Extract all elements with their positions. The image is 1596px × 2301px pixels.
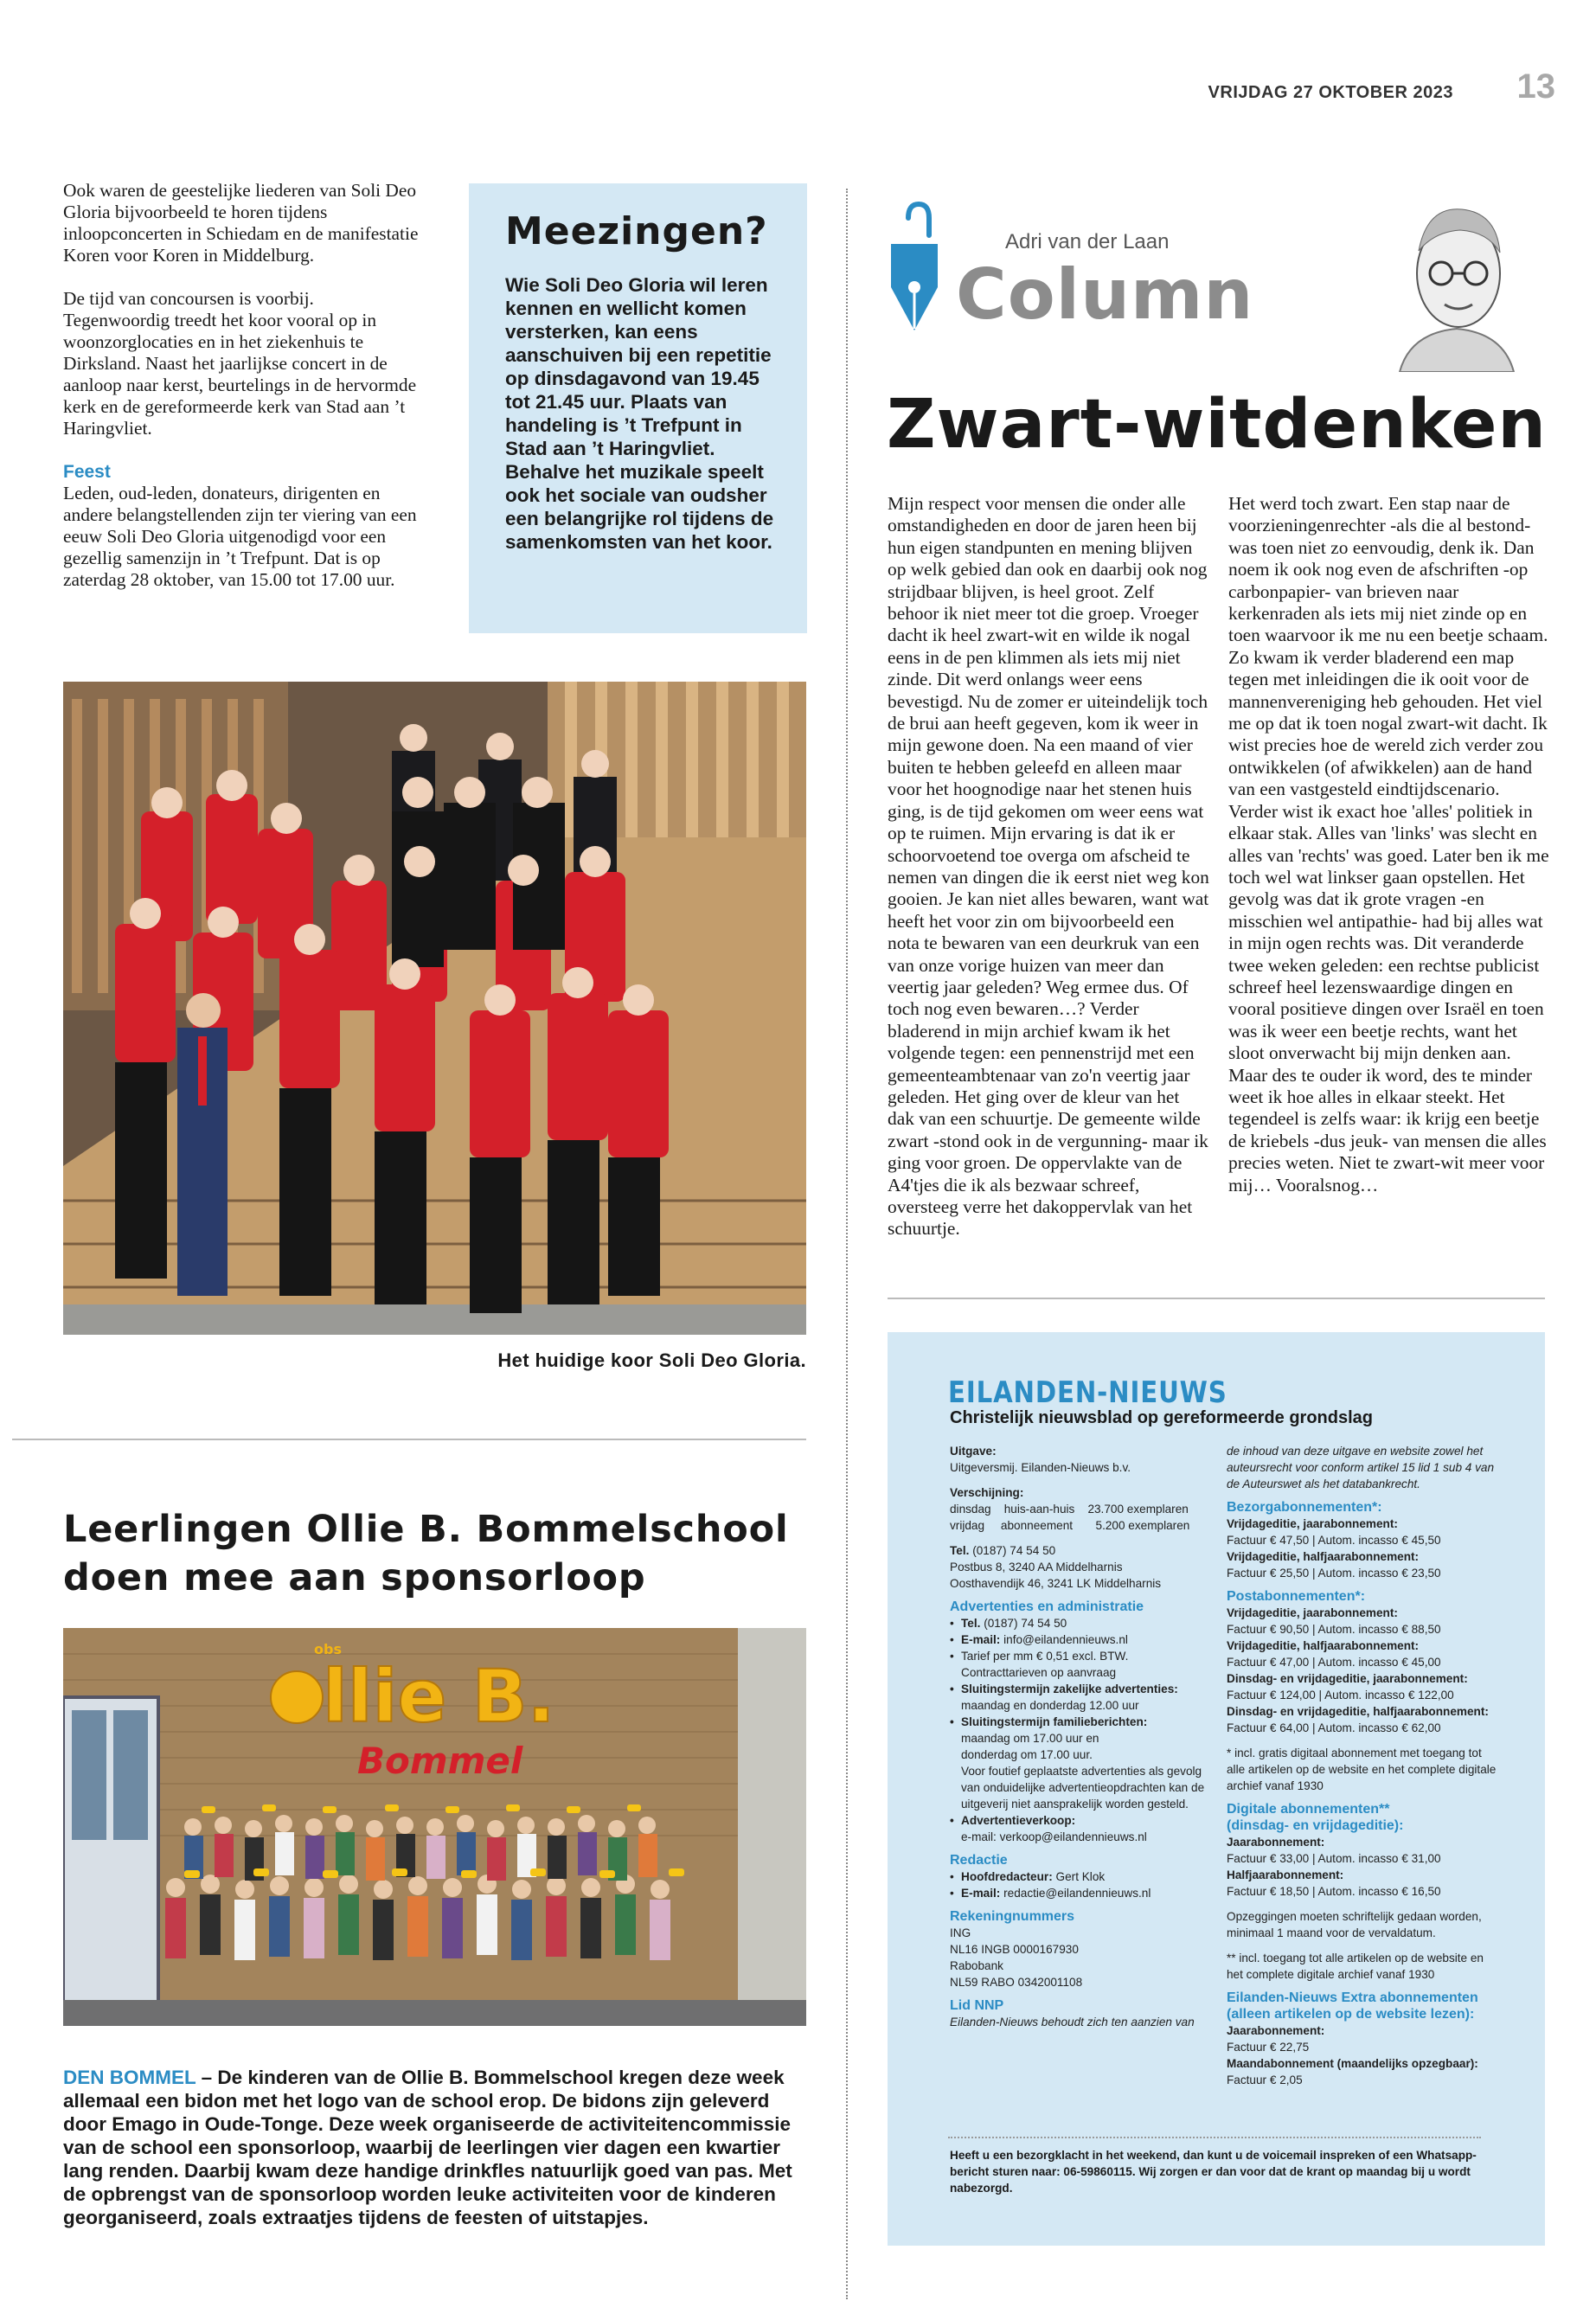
label: Hoofdredacteur: bbox=[961, 1870, 1053, 1883]
price: Factuur € 33,00 | Autom. incasso € 31,00 bbox=[1227, 1852, 1441, 1865]
colophon-divider bbox=[948, 2137, 1481, 2138]
label: Maandabonnement (maandelijks opzegbaar): bbox=[1227, 2057, 1478, 2070]
colophon-heading: Postabonnementen*: bbox=[1227, 1589, 1366, 1604]
author-portrait bbox=[1384, 190, 1529, 372]
sign-sub: Bommel bbox=[357, 1740, 523, 1782]
value: Uitgeversmij. Eilanden-Nieuws b.v. bbox=[950, 1461, 1131, 1474]
label: Tel. bbox=[950, 1544, 970, 1557]
colophon-heading: Bezorgabonnementen*: bbox=[1227, 1500, 1382, 1515]
value: maandag om 17.00 uur en bbox=[961, 1732, 1099, 1745]
price: Factuur € 47,00 | Autom. incasso € 45,00 bbox=[1227, 1656, 1441, 1669]
photo-caption: Het huidige koor Soli Deo Gloria. bbox=[497, 1349, 806, 1371]
section-divider bbox=[888, 1298, 1545, 1299]
price: Factuur € 64,00 | Autom. incasso € 62,00 bbox=[1227, 1721, 1441, 1734]
page-number: 13 bbox=[1516, 67, 1555, 106]
subheading-feest: Feest bbox=[63, 462, 111, 482]
column-label: Column bbox=[956, 254, 1254, 335]
paragraph: Ook waren de geestelijke liederen van Soli Deo Gloria bijvoorbeeld te horen tijdens inloopconcerten in Schiedam en de manifestatie Koren voor Koren in Middelburg. bbox=[63, 180, 419, 266]
info-box-title: Meezingen? bbox=[505, 209, 768, 253]
footnote: alle artikelen op de website en het complete digitale bbox=[1227, 1763, 1497, 1776]
footnote: archief vanaf 1930 bbox=[1227, 1779, 1324, 1792]
price: Factuur € 22,75 bbox=[1227, 2041, 1310, 2054]
label: E-mail: bbox=[961, 1887, 1001, 1900]
value: de Auteurswet als het databankrecht. bbox=[1227, 1477, 1420, 1490]
label: Jaarabonnement: bbox=[1227, 2024, 1325, 2037]
choir-photo-illustration bbox=[63, 682, 806, 1335]
phone-number: (0187) 74 54 50 bbox=[984, 1617, 1067, 1630]
value: van onduidelijke advertentieopdrachten kan de bbox=[961, 1781, 1205, 1794]
label: Tel. bbox=[961, 1617, 981, 1630]
address: Oosthavendijk 46, 3241 LK Middelharnis bbox=[950, 1577, 1162, 1590]
sign-top: obs bbox=[314, 1641, 342, 1657]
value: Rabobank bbox=[950, 1959, 1003, 1972]
label: • Sluitingstermijn familieberichten: bbox=[950, 1714, 1235, 1730]
label: Dinsdag- en vrijdageditie, jaarabonnement: bbox=[1227, 1672, 1468, 1685]
value: Gert Klok bbox=[1055, 1870, 1106, 1883]
colophon-heading: Rekeningnummers bbox=[950, 1909, 1075, 1924]
label: Dinsdag- en vrijdageditie, halfjaarabonnement: bbox=[1227, 1705, 1489, 1718]
info-box-text: Wie Soli Deo Gloria wil leren kennen en wellicht komen versterken, kan eens aanschuiven bij een repetitie op dinsdagavond van 19.45 tot 21.45 uur. Plaats van handeling is ’t Trefpunt in Stad aan ’t Haringvliet. Behalve het muzikale speelt ook het sociale van oudsher een belangrijke rol tijdens de samenkomsten van het koor. bbox=[505, 274, 774, 553]
value: NL16 INGB 0000167930 bbox=[950, 1943, 1079, 1956]
value: donderdag om 17.00 uur. bbox=[961, 1748, 1093, 1761]
value: Eilanden-Nieuws behoudt zich ten aanzien van bbox=[950, 2016, 1195, 2029]
label: Vrijdageditie, jaarabonnement: bbox=[1227, 1517, 1398, 1530]
colophon-heading: Advertenties en administratie bbox=[950, 1599, 1144, 1614]
price: Factuur € 25,50 | Autom. incasso € 23,50 bbox=[1227, 1567, 1441, 1580]
label: • Advertentieverkoop: bbox=[950, 1812, 1235, 1829]
section-divider bbox=[12, 1439, 806, 1440]
value: ING bbox=[950, 1926, 971, 1939]
value: minimaal 1 maand voor de vervaldatum. bbox=[1227, 1926, 1436, 1939]
colophon-heading: Redactie bbox=[950, 1853, 1008, 1868]
value: vrijdag abonneement 5.200 exemplaren bbox=[950, 1519, 1190, 1532]
label: • Sluitingstermijn zakelijke advertenties: bbox=[950, 1681, 1235, 1697]
issue-date: VRIJDAG 27 OKTOBER 2023 bbox=[1208, 83, 1453, 102]
value: NL59 RABO 0342001108 bbox=[950, 1976, 1083, 1989]
article-headline bbox=[63, 1505, 807, 1602]
column-text-left: Mijn respect voor mensen die onder alle omstandigheden en door de jaren heen bij hun eigen standpunten en mening blijven op welk gebied dan ook en daarbij ook nog strijdbaar blijven, is heel groot. Zelf behoor ik niet meer tot die groep. Vroeger dacht ik heel zwart-wit en wilde ik nogal eens in de pen klimmen als iets mij niet zinde. Dit werd onlangs weer eens bevestigd. Nu de zomer er uiteindelijk toch de brui aan heeft gegeven, kom ik weer in mijn gewone doen. Na een maand of vier buiten te hebben geleefd en alleen maar voor het hoognodige naar het stenen huis ging, is de tijd gekomen om weer eens wat op te ruimen. Mijn ervaring is dat ik er schoorvoetend toe overga om afscheid te nemen van dingen die ik eerst niet weg kon gooien. Je kan niet alles bewaren, want wat heeft het voor zin om bijvoorbeeld een nota te bewaren van een deurkruk van een van onze vorige huizen van meer dan veertig jaar geleden? Weg ermee dus. Of toch nog even bewaren…? Verder bladerend in mijn archief kwam ik het volgende tegen: een pennenstrijd met een gemeenteambtenaar van zo'n veertig jaar geleden. Het ging over de kleur van het dak van een schuurtje. De gemeente wilde zwart -stond ook in de vergunning- maar ik ging voor groen. De oppervlakte van de A4'tjes die ik als bezwaar schreef, oversteeg verre het dakoppervlak van het schuurtje. bbox=[888, 493, 1209, 1240]
headline-line-2: doen mee aan sponsorloop bbox=[63, 1556, 646, 1599]
newspaper-subtitle: Christelijk nieuwsblad op gereformeerde grondslag bbox=[950, 1408, 1373, 1427]
address: Postbus 8, 3240 AA Middelharnis bbox=[950, 1561, 1123, 1574]
label: Vrijdageditie, halfjaarabonnement: bbox=[1227, 1639, 1420, 1652]
sign-main: llie B. bbox=[323, 1654, 555, 1739]
colophon-heading: (alleen artikelen op de website lezen): bbox=[1227, 2007, 1475, 2022]
colophon-right bbox=[1227, 1443, 1512, 2088]
price: Factuur € 124,00 | Autom. incasso € 122,00 bbox=[1227, 1689, 1454, 1702]
colophon-left bbox=[950, 1443, 1235, 2030]
article-text: De kinderen van de Ollie B. Bommelschool kregen deze week allemaal een bidon met het logo van de school erop. De bidons zijn geleverd door Emago in Oude-Tonge. Deze week organiseerde de activiteitencommissie van de school een sponsorloop, waarbij de leerlingen vier dagen een kwartier lang renden. Daarbij kwam deze handige drinkfles natuurlijk goed van pas. Met de opbrengst van de sponsorloop worden leuke activiteiten voor de kinderen georganiseerd, zoals extraatjes tijdens de feesten of uitstapjes. bbox=[63, 2067, 792, 2228]
label: Halfjaarabonnement: bbox=[1227, 1868, 1344, 1881]
label: Vrijdageditie, halfjaarabonnement: bbox=[1227, 1550, 1420, 1563]
article-continuation bbox=[63, 180, 422, 612]
price: Factuur € 18,50 | Autom. incasso € 16,50 bbox=[1227, 1885, 1441, 1898]
footnote: het complete digitale archief vanaf 1930 bbox=[1227, 1968, 1435, 1981]
value: de inhoud van deze uitgave en website zowel het bbox=[1227, 1445, 1484, 1458]
delivery-complaint-note: Heeft u een bezorgklacht in het weekend, dan kunt u de voicemail inspreken of een Whatsapp-bericht sturen naar: 06-59860115. Wij zorgen er dan voor dat de krant op maandag bij u wordt nabezorgd. bbox=[950, 2149, 1477, 2195]
colophon-heading: (dinsdag- en vrijdageditie): bbox=[1227, 1818, 1404, 1833]
label: Uitgave: bbox=[950, 1445, 997, 1458]
paragraph: De tijd van concoursen is voorbij. Tegenwoordig treedt het koor vooral op in woonzorglocaties en in het ziekenhuis te Dirksland. Naast het jaarlijkse concert in de aanloop naar kerst, beurtelings in de hervormde kerk en de gereformeerde kerk van Stad aan ’t Haringvliet. bbox=[63, 288, 417, 439]
email-link[interactable]: redactie@eilandennieuws.nl bbox=[1003, 1887, 1151, 1900]
school-photo bbox=[63, 1628, 806, 2026]
label: Verschijning: bbox=[950, 1486, 1024, 1499]
label: Vrijdageditie, jaarabonnement: bbox=[1227, 1606, 1398, 1619]
value: dinsdag huis-aan-huis 23.700 exemplaren bbox=[950, 1503, 1189, 1516]
column-divider bbox=[846, 189, 848, 2299]
value: • Tarief per mm € 0,51 excl. BTW. bbox=[950, 1648, 1235, 1664]
value: maandag en donderdag 12.00 uur bbox=[961, 1699, 1139, 1712]
mascot-icon bbox=[271, 1671, 323, 1723]
article-body bbox=[63, 2066, 816, 2229]
price: Factuur € 47,50 | Autom. incasso € 45,50 bbox=[1227, 1534, 1441, 1547]
value: uitgeverij niet aansprakelijk worden gesteld. bbox=[961, 1798, 1189, 1811]
column-text-right: Het werd toch zwart. Een stap naar de voorzieningenrechter -als die al bestond- was toen niet zo eenvoudig, denk ik. Dan noem ik ook nog even de afschriften -op carbonpapier- van brieven naar kerkenraden als iets mij niet zinde op en toen waarvoor ik me nu een beetje schaam. Zo kwam ik verder bladerend een map tegen met inleidingen die ik ooit voor de mannenvereniging heb gehouden. Het viel me op dat ik toen nogal zwart-wit dacht. Ik wist precies hoe de wereld zich verder zou ontwikkelen (of afwikkelen) aan de hand van een vastgesteld eindtijdscenario. Verder wist ik exact hoe 'alles' politiek in elkaar stak. Alles van 'links' was slecht en alles van 'rechts' was goed. Later ben ik me toch wel wat linkser gaan opstellen. Het gevolg was dat ik grote vragen -en misschien wel antipathie- had bij alles wat in mijn ogen rechts was. Dit veranderde twee weken geleden: een rechtse publicist schreef heel lezenswaardige dingen en vooral positieve dingen over Israël en toen was ik weer een beetje rechts, want het sloot onverwacht bij mijn denken aan. Maar des te ouder ik word, des te minder weet ik hoe alles in elkaar steekt. Het tegendeel is zelfs waar: ik krijg een beetje de kriebels -dus jeuk- van mensen die alles precies weten. Niet te zwart-wit meer voor mij… Vooralsnog… bbox=[1228, 493, 1549, 1195]
fountain-pen-icon bbox=[884, 201, 945, 339]
colophon-heading: Lid NNP bbox=[950, 1998, 1004, 2013]
colophon-heading: Digitale abonnementen** bbox=[1227, 1802, 1390, 1817]
value: Voor foutief geplaatste advertenties als gevolg bbox=[961, 1765, 1202, 1778]
price: Factuur € 90,50 | Autom. incasso € 88,50 bbox=[1227, 1623, 1441, 1636]
column-author: Adri van der Laan bbox=[1005, 230, 1170, 253]
label: E-mail: bbox=[961, 1633, 1001, 1646]
column-title: Zwart-witdenken bbox=[887, 386, 1547, 464]
value: Contracttarieven op aanvraag bbox=[961, 1666, 1117, 1679]
price: Factuur € 2,05 bbox=[1227, 2073, 1303, 2086]
phone-number: (0187) 74 54 50 bbox=[972, 1544, 1056, 1557]
footnote: * incl. gratis digitaal abonnement met toegang tot bbox=[1227, 1747, 1482, 1759]
headline-line-1: Leerlingen Ollie B. Bommelschool bbox=[63, 1508, 789, 1551]
dateline-dash: – bbox=[195, 2067, 218, 2088]
email-link[interactable]: info@eilandennieuws.nl bbox=[1003, 1633, 1128, 1646]
value: auteursrecht voor conform artikel 15 lid 1 sub 4 van bbox=[1227, 1461, 1495, 1474]
footnote: ** incl. toegang tot alle artikelen op de website en bbox=[1227, 1952, 1484, 1965]
paragraph: Leden, oud-leden, donateurs, dirigenten en andere belangstellenden zijn ter viering van een eeuw Soli Deo Gloria uitgenodigd voor een gezellig samenzijn in ’t Trefpunt. Dat is op zaterdag 28 oktober, van 15.00 tot 17.00 uur. bbox=[63, 483, 417, 590]
dateline-location: DEN BOMMEL bbox=[63, 2067, 196, 2088]
label: Jaarabonnement: bbox=[1227, 1836, 1325, 1849]
value: Opzeggingen moeten schriftelijk gedaan worden, bbox=[1227, 1910, 1482, 1923]
newspaper-logo: EILANDEN-NIEUWS bbox=[948, 1375, 1227, 1410]
choir-photo bbox=[63, 682, 806, 1335]
colophon-heading: Eilanden-Nieuws Extra abonnementen bbox=[1227, 1990, 1478, 2005]
email-link[interactable]: e-mail: verkoop@eilandennieuws.nl bbox=[961, 1830, 1147, 1843]
